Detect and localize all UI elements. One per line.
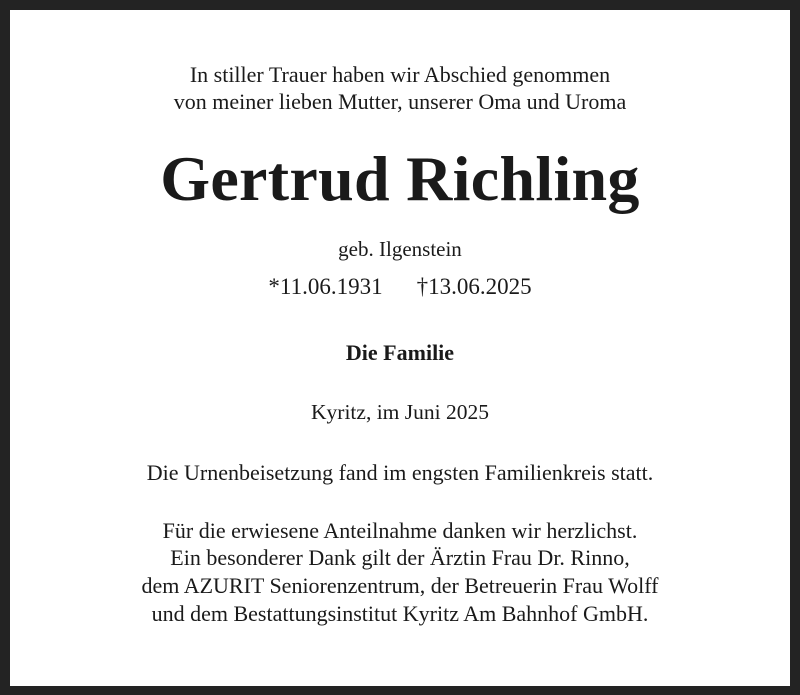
thanks-line-2: Ein besonderer Dank gilt der Ärztin Frau Dr. Rinno, — [170, 545, 630, 570]
intro-line-2: von meiner lieben Mutter, unserer Oma und Uroma — [173, 89, 627, 114]
signature-family: Die Familie — [345, 340, 455, 365]
place-date: Kyritz, im Juni 2025 — [311, 400, 489, 424]
thanks-line-1: Für die erwiesene Anteilnahme danken wir herzlichst. — [162, 518, 638, 543]
deceased-name: Gertrud Richling — [160, 143, 640, 214]
death-date: †13.06.2025 — [416, 274, 532, 299]
life-dates — [0, 274, 800, 300]
intro-line-1: In stiller Trauer haben wir Abschied genommen — [189, 62, 611, 87]
thanks-line-3: dem AZURIT Seniorenzentrum, der Betreuerin Frau Wolff — [141, 573, 659, 598]
burial-note: Die Urnenbeisetzung fand im engsten Familienkreis statt. — [146, 460, 654, 485]
thanks-line-4: und dem Bestattungsinstitut Kyritz Am Bahnhof GmbH. — [151, 601, 649, 626]
birth-date: *11.06.1931 — [268, 274, 383, 299]
maiden-name: geb. Ilgenstein — [338, 237, 462, 261]
